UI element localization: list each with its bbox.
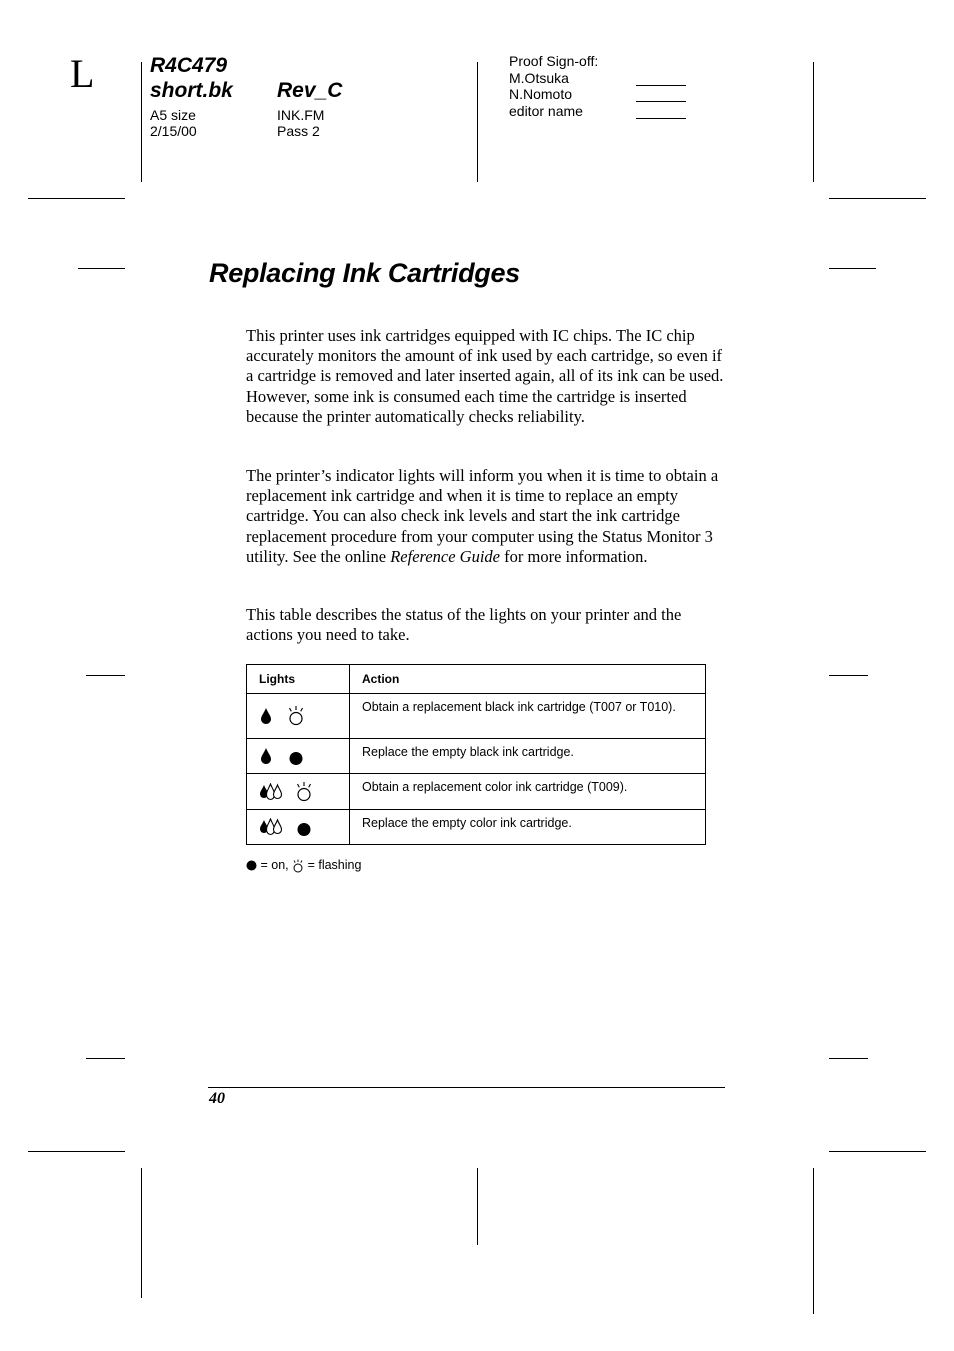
proof-name: editor name xyxy=(509,103,583,119)
light-flashing-icon xyxy=(293,781,315,803)
signature-line xyxy=(636,118,686,119)
legend-flashing-label: = flashing xyxy=(304,858,362,872)
intro-paragraph: This printer uses ink cartridges equipped with IC chips. The IC chip accurately monitors the amount of ink used by each cartridge, so even if a cartridge is removed and later inserted again, all of its ink can be used. However, some ink is consumed each time the cartridge is inserted because the printer automatically checks reliability. xyxy=(246,326,724,426)
corner-mark: L xyxy=(70,51,95,96)
action-cell: Obtain a replacement color ink cartridge (T009). xyxy=(350,774,706,810)
lights-cell xyxy=(247,774,350,810)
table-row xyxy=(247,694,706,739)
action-cell: Replace the empty color ink cartridge. xyxy=(350,810,706,845)
crop-mark xyxy=(829,198,926,199)
column-header-lights: Lights xyxy=(247,665,350,694)
color-ink-drops-icon xyxy=(259,783,283,801)
page-title: Replacing Ink Cartridges xyxy=(209,258,520,288)
light-on-icon xyxy=(246,860,257,871)
crop-mark xyxy=(141,62,142,182)
table-row xyxy=(247,739,706,774)
lights-table xyxy=(246,664,706,845)
crop-mark xyxy=(813,1168,814,1314)
signature-line xyxy=(636,85,686,86)
crop-mark xyxy=(829,1151,926,1152)
crop-mark xyxy=(86,675,125,676)
light-on-icon xyxy=(293,816,315,838)
crop-mark xyxy=(477,1168,478,1245)
file-name: INK.FM xyxy=(277,107,325,123)
crop-mark xyxy=(829,675,868,676)
job-code: R4C479 xyxy=(150,54,228,77)
lights-cell xyxy=(247,694,350,739)
proof-name: M.Otsuka xyxy=(509,70,569,86)
light-flashing-icon xyxy=(285,705,307,727)
crop-mark xyxy=(28,1151,125,1152)
table-legend xyxy=(246,858,361,873)
action-cell: Replace the empty black ink cartridge. xyxy=(350,739,706,774)
indicator-paragraph xyxy=(246,466,726,567)
crop-mark xyxy=(28,198,125,199)
paragraph-text: for more information. xyxy=(500,546,648,566)
light-flashing-icon xyxy=(292,859,304,873)
proof-name: N.Nomoto xyxy=(509,86,573,102)
light-on-icon xyxy=(285,745,307,767)
table-row xyxy=(247,774,706,810)
crop-mark xyxy=(477,62,478,182)
color-ink-drops-icon xyxy=(259,818,283,836)
paper-size: A5 size xyxy=(150,107,196,123)
black-ink-drop-icon xyxy=(259,707,273,725)
signature-line xyxy=(636,101,686,102)
date: 2/15/00 xyxy=(150,123,197,139)
crop-mark xyxy=(78,268,125,269)
paragraph-text: The printer’s indicator lights will inform you when it is time to obtain a replacement ink cartridge and when it is time to replace an empty cartridge. You can also check ink levels and start the ink cartridge replacement procedure from your computer using the Status Monitor 3 utility. See the online xyxy=(246,466,719,566)
crop-mark xyxy=(829,1058,868,1059)
lights-cell xyxy=(247,810,350,845)
black-ink-drop-icon xyxy=(259,747,273,765)
proof-heading: Proof Sign-off: xyxy=(509,53,599,69)
page-number: 40 xyxy=(209,1090,225,1107)
book-name: short.bk xyxy=(150,79,233,102)
legend-on-label: = on, xyxy=(257,858,293,872)
table-header-row xyxy=(247,665,706,694)
crop-mark xyxy=(813,62,814,182)
action-cell: Obtain a replacement black ink cartridge (T007 or T010). xyxy=(350,694,706,739)
crop-mark xyxy=(829,268,876,269)
table-intro-paragraph: This table describes the status of the lights on your printer and the actions you need to take. xyxy=(246,605,682,645)
footer-rule xyxy=(208,1087,725,1088)
crop-mark xyxy=(86,1058,125,1059)
crop-mark xyxy=(141,1168,142,1298)
column-header-action: Action xyxy=(350,665,706,694)
pass: Pass 2 xyxy=(277,123,320,139)
table-row xyxy=(247,810,706,845)
revision: Rev_C xyxy=(277,79,343,102)
reference-guide-title: Reference Guide xyxy=(390,546,500,566)
lights-cell xyxy=(247,739,350,774)
